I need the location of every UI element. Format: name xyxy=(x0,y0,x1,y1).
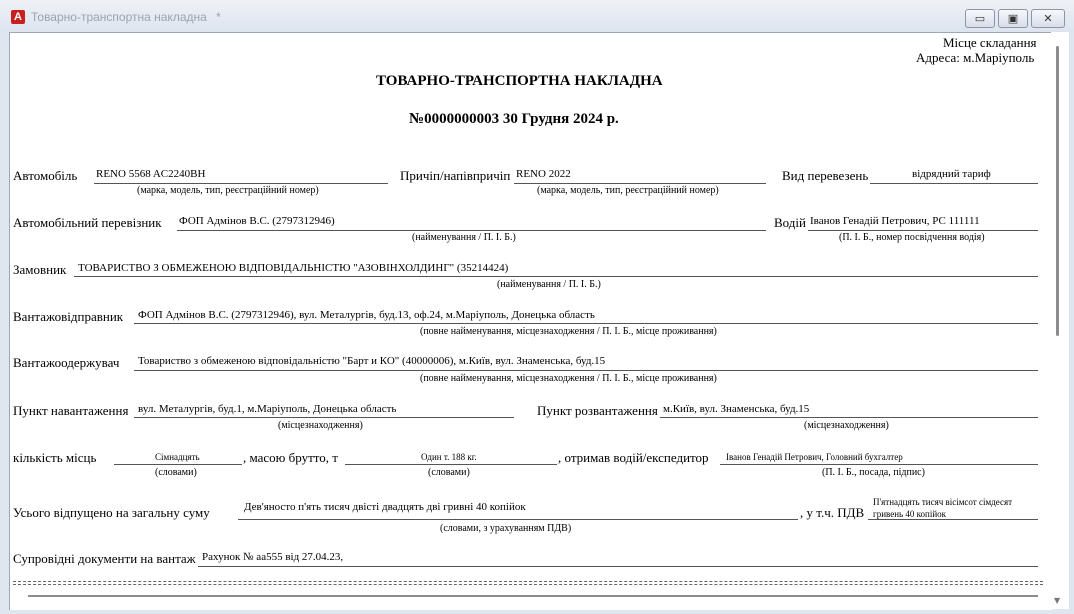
trailer-label: Причіп/напівпричіп xyxy=(400,168,511,183)
driver-line xyxy=(808,230,1038,231)
vertical-scroll-thumb[interactable] xyxy=(1056,46,1059,336)
vat-label: , у т.ч. ПДВ xyxy=(800,505,865,520)
loading-value[interactable]: вул. Металургів, буд.1, м.Маріуполь, Донецька область xyxy=(138,403,397,415)
received-caption: (П. І. Б., посада, підпис) xyxy=(822,467,925,478)
carrier-caption: (найменування / П. І. Б.) xyxy=(412,232,516,243)
address-text: Адреса: м.Маріуполь xyxy=(916,50,1035,65)
carrier-line xyxy=(177,230,766,231)
car-label: Автомобіль xyxy=(13,168,78,183)
documents-line xyxy=(198,566,1038,567)
loading-caption: (місцезнаходження) xyxy=(278,420,363,431)
customer-label: Замовник xyxy=(13,262,67,277)
gross-value[interactable]: Один т. 188 кг. xyxy=(421,452,477,462)
gross-line xyxy=(345,464,557,465)
gross-label: , масою брутто, т xyxy=(243,450,338,465)
total-caption: (словами, з урахуванням ПДВ) xyxy=(440,523,572,534)
carrier-value[interactable]: ФОП Адмінов В.С. (2797312946) xyxy=(179,215,335,227)
customer-caption: (найменування / П. І. Б.) xyxy=(497,279,601,290)
driver-caption: (П. І. Б., номер посвідчення водія) xyxy=(839,232,985,243)
loading-label: Пункт навантаження xyxy=(13,403,129,418)
document-number-date: №0000000003 30 Грудня 2024 р. xyxy=(409,111,619,127)
unloading-caption: (місцезнаходження) xyxy=(804,420,889,431)
window-title xyxy=(31,10,221,24)
total-label: Усього відпущено на загальну суму xyxy=(13,505,210,520)
received-value[interactable]: Іванов Генадій Петрович, Головний бухгалтер xyxy=(726,452,903,462)
place-label: Місце складання xyxy=(943,35,1037,50)
unloading-line xyxy=(660,417,1038,418)
close-button[interactable] xyxy=(1031,9,1065,28)
received-label: , отримав водій/експедитор xyxy=(558,450,709,465)
driver-label: Водій xyxy=(774,215,806,230)
shipper-label: Вантажовідправник xyxy=(13,309,124,324)
modified-mark: * xyxy=(216,10,221,24)
consignee-label: Вантажоодержувач xyxy=(13,355,120,370)
tear-line-top xyxy=(13,581,1043,582)
document-area xyxy=(9,32,1052,610)
loading-line xyxy=(134,417,514,418)
documents-label: Супровідні документи на вантаж xyxy=(13,551,196,566)
app-icon: A xyxy=(11,10,25,24)
window-title-bar xyxy=(0,0,1074,32)
car-value[interactable]: RENO 5568 AC2240BH xyxy=(96,168,206,180)
trailer-line xyxy=(514,183,766,184)
vat-value-line2[interactable]: гривень 40 копійок xyxy=(873,509,947,519)
maximize-button[interactable] xyxy=(998,9,1028,28)
documents-value[interactable]: Рахунок № аа555 від 27.04.23, xyxy=(202,551,344,563)
places-line xyxy=(114,464,242,465)
gross-caption: (словами) xyxy=(428,467,470,478)
unloading-label: Пункт розвантаження xyxy=(537,403,658,418)
consignee-value[interactable]: Товариство з обмеженою відповідальністю "Барт и КО" (40000006), м.Київ, вул. Знаменська, буд.15 xyxy=(138,355,606,367)
places-caption: (словами) xyxy=(155,467,197,478)
close-icon: ✕ xyxy=(1043,12,1053,25)
minimize-button[interactable] xyxy=(965,9,995,28)
minimize-icon: ▭ xyxy=(974,12,986,25)
customer-value[interactable]: ТОВАРИСТВО З ОБМЕЖЕНОЮ ВІДПОВІДАЛЬНІСТЮ "АЗОВІНХОЛДИНГ" (35214424) xyxy=(78,262,509,274)
trailer-caption: (марка, модель, тип, реєстраційний номер) xyxy=(537,185,719,196)
tear-line-bottom xyxy=(13,584,1043,585)
vat-value-line1[interactable]: П'ятнадцять тисяч вісімсот сімдесят xyxy=(873,497,1013,507)
window-title-text: Товарно-транспортна накладна xyxy=(31,10,207,24)
transport-type-line xyxy=(870,183,1038,184)
received-line xyxy=(720,464,1038,465)
places-value[interactable]: Сімнадцять xyxy=(155,452,200,462)
document-heading: ТОВАРНО-ТРАНСПОРТНА НАКЛАДНА xyxy=(376,73,663,89)
vat-line xyxy=(868,519,1038,520)
scroll-down-arrow-icon[interactable]: ▼ xyxy=(1054,596,1061,605)
carrier-label: Автомобільний перевізник xyxy=(13,215,162,230)
car-line xyxy=(94,183,388,184)
horizontal-scroll-thumb[interactable] xyxy=(28,595,1038,597)
customer-line xyxy=(74,276,1038,277)
maximize-icon: ▣ xyxy=(1007,12,1019,25)
unloading-value[interactable]: м.Київ, вул. Знаменська, буд.15 xyxy=(663,403,810,415)
vertical-scrollbar[interactable] xyxy=(1051,32,1069,609)
shipper-value[interactable]: ФОП Адмінов В.С. (2797312946), вул. Металургів, буд.13, оф.24, м.Маріуполь, Донецька область xyxy=(138,309,595,321)
car-caption: (марка, модель, тип, реєстраційний номер) xyxy=(137,185,319,196)
consignee-caption: (повне найменування, місцезнаходження / П. І. Б., місце проживання) xyxy=(420,373,717,384)
consignee-line xyxy=(134,370,1038,371)
trailer-value[interactable]: RENO 2022 xyxy=(516,168,571,180)
total-line xyxy=(238,519,798,520)
transport-type-label: Вид перевезень xyxy=(782,168,869,183)
transport-type-value[interactable]: відрядний тариф xyxy=(912,168,991,180)
shipper-caption: (повне найменування, місцезнаходження / П. І. Б., місце проживання) xyxy=(420,326,717,337)
shipper-line xyxy=(134,323,1038,324)
total-value[interactable]: Дев'яносто п'ять тисяч двісті двадцять дві гривні 40 копійок xyxy=(244,501,526,513)
driver-value[interactable]: Іванов Генадій Петрович, РС 111111 xyxy=(810,215,980,227)
places-label: кількість місць xyxy=(13,450,97,465)
